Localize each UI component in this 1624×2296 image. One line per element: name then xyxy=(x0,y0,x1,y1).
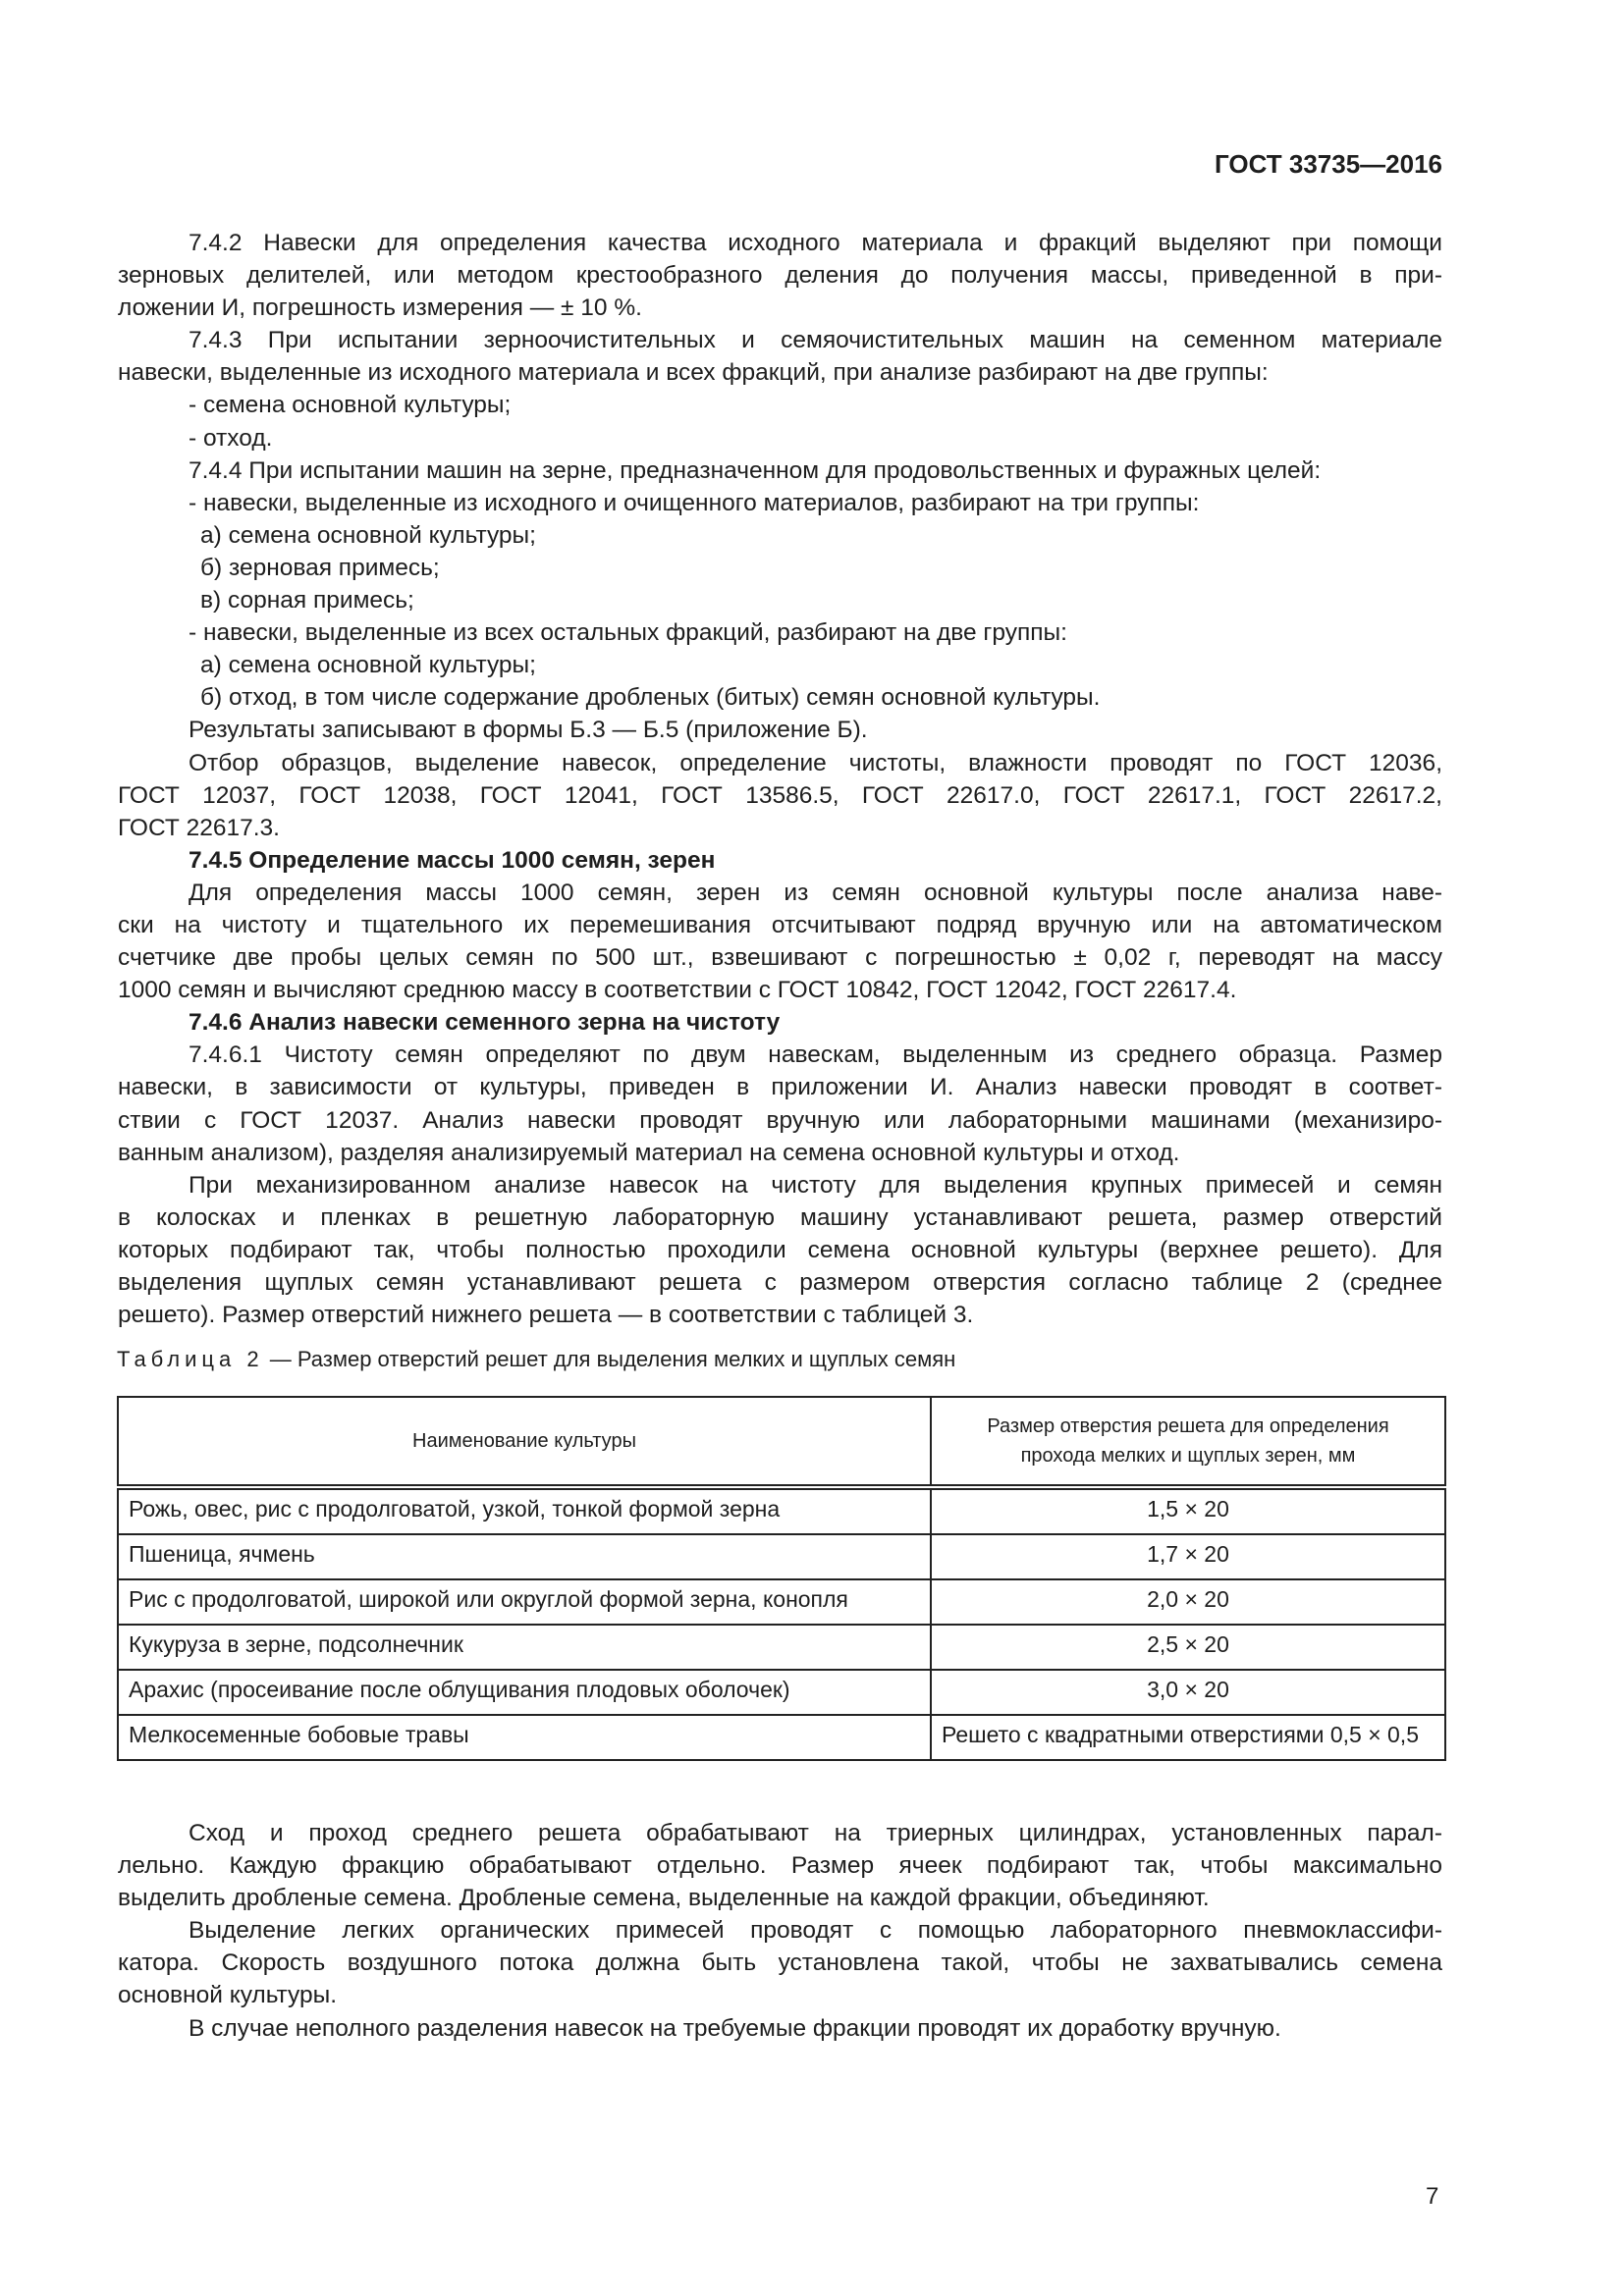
text-line: Для определения массы 1000 семян, зерен из семян основной культуры после анализа наве- xyxy=(189,879,1442,906)
paragraph xyxy=(118,454,1442,487)
crop-name-cell: Арахис (просеивание после облущивания плодовых оболочек) xyxy=(118,1670,931,1715)
text-line: лельно. Каждую фракцию обрабатывают отдельно. Размер ячеек подбирают так, чтобы максимально xyxy=(118,1852,1442,1880)
paragraph xyxy=(118,877,1442,1006)
text-line: 7.4.5 Определение массы 1000 семян, зерен xyxy=(189,846,716,874)
text-line: Выделение легких органических примесей проводят с помощью лабораторного пневмоклассифи- xyxy=(189,1917,1442,1945)
table-row xyxy=(118,1579,1445,1625)
column-header-sieve-size: Размер отверстия решета для определения прохода мелких и щуплых зерен, мм xyxy=(931,1397,1445,1487)
table-row xyxy=(118,1715,1445,1760)
text-line: а) семена основной культуры; xyxy=(200,521,536,549)
table-caption-text: — Размер отверстий решет для выделения мелких и щуплых семян xyxy=(263,1347,956,1371)
crop-name-cell: Пшеница, ячмень xyxy=(118,1534,931,1579)
text-line: выделения щуплых семян устанавливают решета с размером отверстия согласно таблице 2 (среднее xyxy=(118,1269,1442,1296)
text-line: 7.4.6 Анализ навески семенного зерна на чистоту xyxy=(189,1009,781,1037)
list-subitem xyxy=(118,584,1442,616)
paragraph xyxy=(118,324,1442,389)
text-line: 7.4.6.1 Чистоту семян определяют по двум навескам, выделенным из среднего образца. Размер xyxy=(189,1041,1442,1069)
document-code-header: ГОСТ 33735—2016 xyxy=(1215,149,1442,179)
sieve-size-cell: 2,0 × 20 xyxy=(931,1579,1445,1625)
text-line: ГОСТ 22617.3. xyxy=(118,814,280,841)
sieve-size-cell: 2,5 × 20 xyxy=(931,1625,1445,1670)
text-line: ГОСТ 12037, ГОСТ 12038, ГОСТ 12041, ГОСТ 13586.5, ГОСТ 22617.0, ГОСТ 22617.1, ГОСТ 22617.2, xyxy=(118,781,1442,809)
sieve-size-cell: Решето с квадратными отверстиями 0,5 × 0,5 xyxy=(931,1715,1445,1760)
text-line: ствии с ГОСТ 12037. Анализ навески проводят вручную или лабораторными машинами (механизиро- xyxy=(118,1106,1442,1134)
crop-name-cell: Мелкосеменные бобовые травы xyxy=(118,1715,931,1760)
paragraph xyxy=(118,1039,1442,1168)
table-row xyxy=(118,1670,1445,1715)
text-line: решето). Размер отверстий нижнего решета — в соответствии с таблицей 3. xyxy=(118,1302,974,1329)
text-line: счетчике две пробы целых семян по 500 шт., взвешивают с погрешностью ± 0,02 г, переводят на массу xyxy=(118,944,1442,972)
text-line: 7.4.2 Навески для определения качества исходного материала и фракций выделяют при помощи xyxy=(189,230,1442,256)
sieve-size-cell: 1,5 × 20 xyxy=(931,1487,1445,1534)
sieve-size-cell: 3,0 × 20 xyxy=(931,1670,1445,1715)
body-text-bottom xyxy=(118,1817,1442,2045)
text-line: 1000 семян и вычисляют среднюю массу в соответствии с ГОСТ 10842, ГОСТ 12042, ГОСТ 22617.4. xyxy=(118,977,1237,1004)
text-line: - навески, выделенные из исходного и очищенного материалов, разбирают на три группы: xyxy=(189,489,1200,516)
table-row xyxy=(118,1534,1445,1579)
text-line: а) семена основной культуры; xyxy=(200,652,536,679)
section-heading xyxy=(118,1006,1442,1039)
table-row xyxy=(118,1625,1445,1670)
list-subitem xyxy=(118,649,1442,681)
table-row xyxy=(118,1487,1445,1534)
crop-name-cell: Рис с продолговатой, широкой или округлой формой зерна, конопля xyxy=(118,1579,931,1625)
crop-name-cell: Кукуруза в зерне, подсолнечник xyxy=(118,1625,931,1670)
text-line: выделить дробленые семена. Дробленые семена, выделенные на каждой фракции, объединяют. xyxy=(118,1885,1210,1912)
body-text-top xyxy=(118,227,1442,1331)
paragraph xyxy=(118,1169,1442,1331)
paragraph xyxy=(118,1914,1442,2011)
text-line: 7.4.3 При испытании зерноочистительных и семяочистительных машин на семенном материале xyxy=(189,327,1442,354)
text-line: в) сорная примесь; xyxy=(200,587,414,614)
text-line: в колосках и пленках в решетную лабораторную машину устанавливают решета, размер отверстий xyxy=(118,1203,1442,1231)
text-line: б) отход, в том числе содержание дробленых (битых) семян основной культуры. xyxy=(200,684,1101,712)
page-number: 7 xyxy=(1426,2183,1439,2210)
paragraph xyxy=(118,714,1442,746)
text-line: ски на чистоту и тщательного их перемешивания отсчитывают подряд вручную или на автоматическом xyxy=(118,911,1442,938)
text-line: зерновых делителей, или методом крестообразного деления до получения массы, приведенной в при- xyxy=(118,262,1442,290)
text-line: б) зерновая примесь; xyxy=(200,554,440,581)
text-line: ванным анализом), разделяя анализируемый материал на семена основной культуры и отход. xyxy=(118,1139,1180,1166)
list-subitem xyxy=(118,681,1442,714)
list-subitem xyxy=(118,519,1442,552)
text-line: Отбор образцов, выделение навесок, определение чистоты, влажности проводят по ГОСТ 12036, xyxy=(189,749,1442,776)
text-line: 7.4.4 При испытании машин на зерне, предназначенном для продовольственных и фуражных целей: xyxy=(189,456,1322,484)
paragraph xyxy=(118,389,1442,421)
text-line: - отход. xyxy=(189,424,273,452)
table-caption xyxy=(117,1345,955,1374)
paragraph xyxy=(118,2012,1442,2045)
text-line: При механизированном анализе навесок на чистоту для выделения крупных примесей и семян xyxy=(189,1171,1442,1199)
sieve-size-table xyxy=(117,1396,1446,1761)
table-header-row xyxy=(118,1397,1445,1487)
text-line: навески, в зависимости от культуры, приведен в приложении И. Анализ навески проводят в соответ- xyxy=(118,1074,1442,1101)
paragraph xyxy=(118,747,1442,844)
column-header-crop: Наименование культуры xyxy=(118,1397,931,1487)
text-line: ложении И, погрешность измерения — ± 10 %. xyxy=(118,294,642,322)
sieve-size-cell: 1,7 × 20 xyxy=(931,1534,1445,1579)
paragraph xyxy=(118,1817,1442,1914)
text-line: Сход и проход среднего решета обрабатывают на триерных цилиндрах, установленных парал- xyxy=(189,1820,1442,1846)
paragraph xyxy=(118,227,1442,324)
text-line: основной культуры. xyxy=(118,1982,338,2009)
list-subitem xyxy=(118,552,1442,584)
text-line: катора. Скорость воздушного потока должна быть установлена такой, чтобы не захватывались семена xyxy=(118,1949,1442,1977)
paragraph xyxy=(118,487,1442,519)
text-line: навески, выделенные из исходного материала и всех фракций, при анализе разбирают на две группы: xyxy=(118,359,1269,387)
paragraph xyxy=(118,422,1442,454)
section-heading xyxy=(118,844,1442,877)
text-line: - навески, выделенные из всех остальных фракций, разбирают на две группы: xyxy=(189,619,1067,647)
text-line: которых подбирают так, чтобы полностью проходили семена основной культуры (верхнее решето). Для xyxy=(118,1236,1442,1263)
table-caption-label: Таблица 2 xyxy=(117,1347,264,1371)
paragraph xyxy=(118,616,1442,649)
text-line: В случае неполного разделения навесок на требуемые фракции проводят их доработку вручную. xyxy=(189,2014,1281,2042)
text-line: - семена основной культуры; xyxy=(189,392,512,419)
text-line: Результаты записывают в формы Б.3 — Б.5 (приложение Б). xyxy=(189,717,868,744)
crop-name-cell: Рожь, овес, рис с продолговатой, узкой, тонкой формой зерна xyxy=(118,1487,931,1534)
